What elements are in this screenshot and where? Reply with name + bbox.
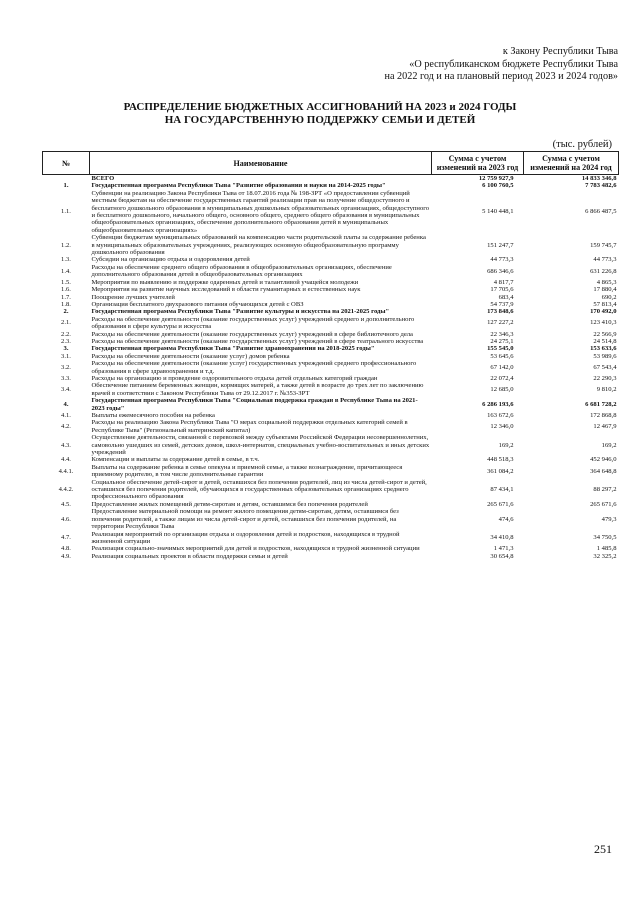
column-header-2024: Сумма с учетом изменений на 2024 год xyxy=(524,152,619,175)
row-value-2024: 479,3 xyxy=(601,515,617,523)
row-name: Мероприятия на развитие научных исследований в области гуманитарных и естественных наук xyxy=(91,286,361,294)
table-row xyxy=(43,456,619,463)
row-value-2024: 6 866 487,5 xyxy=(585,208,617,216)
row-value-2023: 34 410,8 xyxy=(490,534,514,542)
table-body xyxy=(43,175,619,561)
table-row xyxy=(43,294,619,301)
row-value-2024: 32 325,2 xyxy=(593,552,617,560)
table-row xyxy=(43,531,619,546)
table-row xyxy=(43,279,619,286)
row-value-2024: 24 514,8 xyxy=(593,337,617,345)
row-value-2024: 452 946,0 xyxy=(590,456,617,464)
row-name: Расходы на обеспечение деятельности (оказание услуг) домов ребенка xyxy=(91,352,290,360)
row-value-2023: 17 705,6 xyxy=(490,286,514,294)
row-value-2024: 170 492,0 xyxy=(590,308,617,316)
column-header-2023: Сумма с учетом изменений на 2023 год xyxy=(432,152,524,175)
row-value-2023: 54 737,9 xyxy=(490,300,514,308)
row-value-2023: 6 286 193,6 xyxy=(482,400,514,408)
row-number: 3. xyxy=(63,345,69,353)
row-value-2023: 12 685,0 xyxy=(490,386,514,394)
row-value-2023: 4 817,7 xyxy=(493,278,514,286)
row-name: Государственная программа Республики Тыва "Развитие образования и науки на 2014-2025 годы" xyxy=(91,182,386,190)
table-row xyxy=(43,382,619,397)
row-value-2023: 5 140 448,1 xyxy=(482,208,514,216)
row-number: 4.1. xyxy=(61,412,71,419)
row-name: Выплаты ежемесячного пособия на ребенка xyxy=(91,412,215,419)
table-row xyxy=(43,397,619,412)
table-row xyxy=(43,479,619,501)
table-row xyxy=(43,308,619,315)
title-line-1: РАСПРЕДЕЛЕНИЕ БЮДЖЕТНЫХ АССИГНОВАНИЙ НА 2023 и 2024 ГОДЫ xyxy=(123,101,517,113)
row-number: 1.5. xyxy=(61,278,71,286)
row-name: ВСЕГО xyxy=(91,175,115,182)
header-line-2: «О республиканском бюджете Республики Тыва xyxy=(409,58,618,70)
row-number: 2.1. xyxy=(61,319,71,327)
table-row xyxy=(43,345,619,352)
table-row xyxy=(43,501,619,508)
row-value-2023: 44 773,3 xyxy=(490,256,514,264)
row-value-2024: 17 880,4 xyxy=(593,286,617,294)
row-value-2023: 448 518,3 xyxy=(487,456,514,464)
row-value-2023: 22 346,3 xyxy=(490,330,514,338)
row-value-2024: 14 833 346,8 xyxy=(581,175,617,182)
table-row xyxy=(43,375,619,382)
row-value-2023: 163 672,6 xyxy=(487,412,514,419)
column-header-name: Наименование xyxy=(90,152,432,175)
row-number: 4.2. xyxy=(61,423,71,431)
row-name: Государственная программа Республики Тыва "Развитие культуры и искусства на 2021-2025 годы" xyxy=(91,308,390,316)
row-value-2024: 159 745,7 xyxy=(590,241,617,249)
row-number: 1.8. xyxy=(61,300,71,308)
row-value-2024: 1 485,8 xyxy=(596,545,617,553)
row-number: 1. xyxy=(63,182,69,190)
row-value-2023: 169,2 xyxy=(498,441,514,449)
row-value-2023: 686 346,6 xyxy=(487,267,514,275)
row-value-2024: 9 810,2 xyxy=(596,386,617,394)
row-name: Расходы на обеспечение деятельности (оказание государственных услуг) учреждений среднего и дополнительного образования в сфере культуры и искусства xyxy=(91,315,415,331)
row-name: Реализация социально-значимых мероприятий для детей и подростков, находящихся в трудной жизненной ситуации xyxy=(91,545,420,553)
row-number: 3.4. xyxy=(61,386,71,394)
table-row xyxy=(43,508,619,530)
row-number: 4.4.1. xyxy=(58,467,74,475)
row-number: 1.7. xyxy=(61,293,71,301)
page-number: 251 xyxy=(594,842,612,856)
row-value-2023: 173 848,6 xyxy=(487,308,514,316)
table-row xyxy=(43,434,619,456)
table-row xyxy=(43,360,619,375)
units-label: (тыс. рублей) xyxy=(552,139,612,150)
row-name: Субвенции бюджетам муниципальных образований на компенсацию части родительской платы за содержание ребенка в муниципальных образовательных учреждениях, реализующих основную общеобразовательную программу дошкольного образования xyxy=(91,234,426,257)
title-line-2: НА ГОСУДАРСТВЕННУЮ ПОДДЕРЖКУ СЕМЬИ И ДЕТЕЙ xyxy=(164,114,476,126)
row-value-2024: 4 865,3 xyxy=(596,278,617,286)
row-value-2024: 12 467,9 xyxy=(593,423,617,431)
table-row xyxy=(43,286,619,293)
row-number: 4.6. xyxy=(61,515,71,523)
row-number: 3.1. xyxy=(61,352,71,360)
allocation-table xyxy=(42,151,619,560)
row-value-2023: 361 084,2 xyxy=(487,467,514,475)
row-value-2024: 22 566,9 xyxy=(593,330,617,338)
table-row xyxy=(43,553,619,560)
row-name: Субсидии на организацию отдыха и оздоровления детей xyxy=(91,256,250,264)
row-value-2023: 265 671,6 xyxy=(487,500,514,508)
row-name: Предоставление жилых помещений детям-сиротам и детям, оставшимся без попечения родителей xyxy=(91,500,368,508)
row-value-2024: 6 681 728,2 xyxy=(585,400,617,408)
document-title xyxy=(60,101,580,127)
table-row xyxy=(43,256,619,263)
row-number: 4.4.2. xyxy=(58,486,74,494)
table-row xyxy=(43,419,619,434)
row-value-2024: 44 773,3 xyxy=(593,256,617,264)
row-value-2023: 67 142,0 xyxy=(490,363,514,371)
row-number: 4.4. xyxy=(61,456,71,464)
row-name: Организация бесплатного двухразового питания обучающихся детей с ОВЗ xyxy=(91,300,304,308)
row-number: 2.3. xyxy=(61,337,71,345)
row-number: 4. xyxy=(63,400,69,408)
row-value-2024: 690,2 xyxy=(601,293,617,301)
row-name: Государственная программа Республики Тыва "Социальная поддержка граждан в Республике Тыва на 2021-2023 годы" xyxy=(91,397,418,412)
row-name: Расходы на обеспечение деятельности (оказание услуг) государственных учреждений среднего профессионального образования в сфере здравоохранения и т.д. xyxy=(91,360,417,375)
row-value-2024: 88 297,2 xyxy=(593,486,617,494)
row-number xyxy=(43,175,90,183)
row-value-2023: 474,6 xyxy=(498,515,514,523)
row-name: Государственная программа Республики Тыва "Развитие здравоохранения на 2018-2025 годы" xyxy=(91,345,375,353)
table-header-row xyxy=(43,152,619,175)
row-number: 1.4. xyxy=(61,267,71,275)
row-value-2024: 7 783 482,6 xyxy=(585,182,617,190)
row-value-2023: 12 759 927,9 xyxy=(478,175,514,182)
column-header-num: № xyxy=(43,152,90,175)
table-row xyxy=(43,190,619,234)
header-line-3: на 2022 год и на плановый период 2023 и 2024 годов» xyxy=(384,71,618,83)
row-number: 4.3. xyxy=(61,441,71,449)
table-row xyxy=(43,182,619,189)
row-name: Субвенции на реализацию Закона Республики Тыва от 18.07.2016 года № 198-ЗРТ «О предоставлении субвенций местным бюджетам на обеспечение государственных гарантий реализации прав на получение общедоступного и бесплатного дошкольного образования в муниципальных дошкольных образовательных организациях, общедоступного и бесплатного дошкольного, начального общего, основного общего, среднего общего образования в муниципальных общеобразовательных организациях, обеспечение дополнительного образования детей в муниципальных общеобразовательных организациях» xyxy=(91,189,430,234)
row-name: Выплаты на содержание ребенка в семье опекуна и приемной семье, а также вознаграждение, причитающееся приемному родителю, в том числе дополнительные гарантии xyxy=(91,463,403,479)
row-number: 4.5. xyxy=(61,500,71,508)
row-name: Социальное обеспечение детей-сирот и детей, оставшихся без попечения родителей, лиц из числа детей-сирот и детей, оставшихся без попечения родителей, обучающихся в государственных образовательных организациях среднего профессионального образования xyxy=(91,478,427,501)
row-value-2024: 67 543,4 xyxy=(593,363,617,371)
row-value-2023: 12 346,0 xyxy=(490,423,514,431)
row-number: 1.6. xyxy=(61,286,71,294)
row-value-2024: 631 226,8 xyxy=(590,267,617,275)
table-row xyxy=(43,234,619,256)
row-number: 2. xyxy=(63,308,69,316)
law-reference-header xyxy=(385,46,618,84)
row-value-2023: 22 072,4 xyxy=(490,374,514,382)
row-number: 2.2. xyxy=(61,330,71,338)
row-name: Обеспечение питанием беременных женщин, кормящих матерей, а также детей в возрасте до трех лет по заключению врачей в соответствии с Законом Республики Тыва от 29.12.2017 г. №353-ЗРТ xyxy=(91,382,424,397)
row-name: Осуществление деятельности, связанной с перевозкой между субъектами Российской Федерации несовершеннолетних, самовольно ушедших из семей, детских домов, школ-интернатов, специальных учебно-воспитательных и иных детских учреждений xyxy=(91,434,430,457)
row-name: Реализация социальных проектов в области поддержки семьи и детей xyxy=(91,552,288,560)
row-value-2024: 172 868,8 xyxy=(590,412,617,419)
row-value-2023: 24 275,1 xyxy=(490,337,514,345)
row-name: Расходы на обеспечение деятельности (оказание государственных услуг) учреждений в сфере библиотечного дела xyxy=(91,330,413,338)
row-name: Реализация мероприятий по организации отдыха и оздоровления детей и подростков, находящихся в трудной жизненной ситуации xyxy=(91,530,400,545)
row-value-2023: 1 471,3 xyxy=(493,545,514,553)
row-name: Расходы на организацию и проведение оздоровительного отдыха детей отдельных категорий граждан xyxy=(91,374,378,382)
row-value-2024: 34 750,5 xyxy=(593,534,617,542)
row-number: 4.7. xyxy=(61,534,71,542)
row-value-2023: 155 545,0 xyxy=(487,345,514,353)
table-row xyxy=(43,301,619,308)
row-name: Расходы на реализацию Закона Республики Тыва "О мерах социальной поддержки отдельных категорий семей в Республике Тыва" (Региональный материнский капитал) xyxy=(91,419,408,434)
row-number: 1.1. xyxy=(61,208,71,216)
row-value-2023: 53 645,6 xyxy=(490,352,514,360)
row-value-2023: 151 247,7 xyxy=(487,241,514,249)
row-name: Поощрение лучших учителей xyxy=(91,293,175,301)
header-line-1: к Закону Республики Тыва xyxy=(502,46,618,57)
row-value-2024: 53 989,6 xyxy=(593,352,617,360)
table-row xyxy=(43,316,619,331)
row-value-2023: 6 100 760,5 xyxy=(482,182,514,190)
row-value-2024: 265 671,6 xyxy=(590,500,617,508)
table-row xyxy=(43,338,619,345)
row-value-2023: 30 654,8 xyxy=(490,552,514,560)
table-row xyxy=(43,545,619,552)
row-name: Расходы на обеспечение среднего общего образования в общеобразовательных организациях, обеспечение дополнительного образования детей в общеобразовательных организациях xyxy=(91,263,392,279)
row-value-2023: 683,4 xyxy=(498,293,514,301)
row-name: Мероприятия по выявлению и поддержке одаренных детей и талантливой учащейся молодежи xyxy=(91,278,359,286)
table-row xyxy=(43,464,619,479)
row-value-2024: 153 633,6 xyxy=(590,345,617,353)
table-row xyxy=(43,412,619,419)
table-row xyxy=(43,264,619,279)
row-name: Предоставление материальной помощи на ремонт жилого помещения детям-сиротам, детям, оставшимся без попечения родителей, а также лицам из числа детей-сирот и детей, оставшихся без попечения родителей, на территории Республики Тыва xyxy=(91,508,399,531)
row-number: 1.2. xyxy=(61,241,71,249)
row-number: 3.3. xyxy=(61,374,71,382)
row-number: 1.3. xyxy=(61,256,71,264)
row-value-2024: 169,2 xyxy=(601,441,617,449)
row-value-2024: 57 813,4 xyxy=(593,300,617,308)
row-value-2024: 22 290,3 xyxy=(593,374,617,382)
row-value-2024: 364 648,8 xyxy=(590,467,617,475)
row-value-2023: 87 434,1 xyxy=(490,486,514,494)
row-number: 4.8. xyxy=(61,545,71,553)
row-name: Компенсации и выплаты за содержание детей в семье, в т.ч. xyxy=(91,456,260,464)
row-number: 4.9. xyxy=(61,552,71,560)
row-value-2023: 127 227,2 xyxy=(487,319,514,327)
row-value-2024: 123 410,3 xyxy=(590,319,617,327)
row-name: Расходы на обеспечение деятельности (оказание государственных услуг) учреждений в сфере театрального искусства xyxy=(91,337,424,345)
table-row xyxy=(43,331,619,338)
table-row xyxy=(43,353,619,360)
row-number: 3.2. xyxy=(61,363,71,371)
table-row xyxy=(43,175,619,183)
